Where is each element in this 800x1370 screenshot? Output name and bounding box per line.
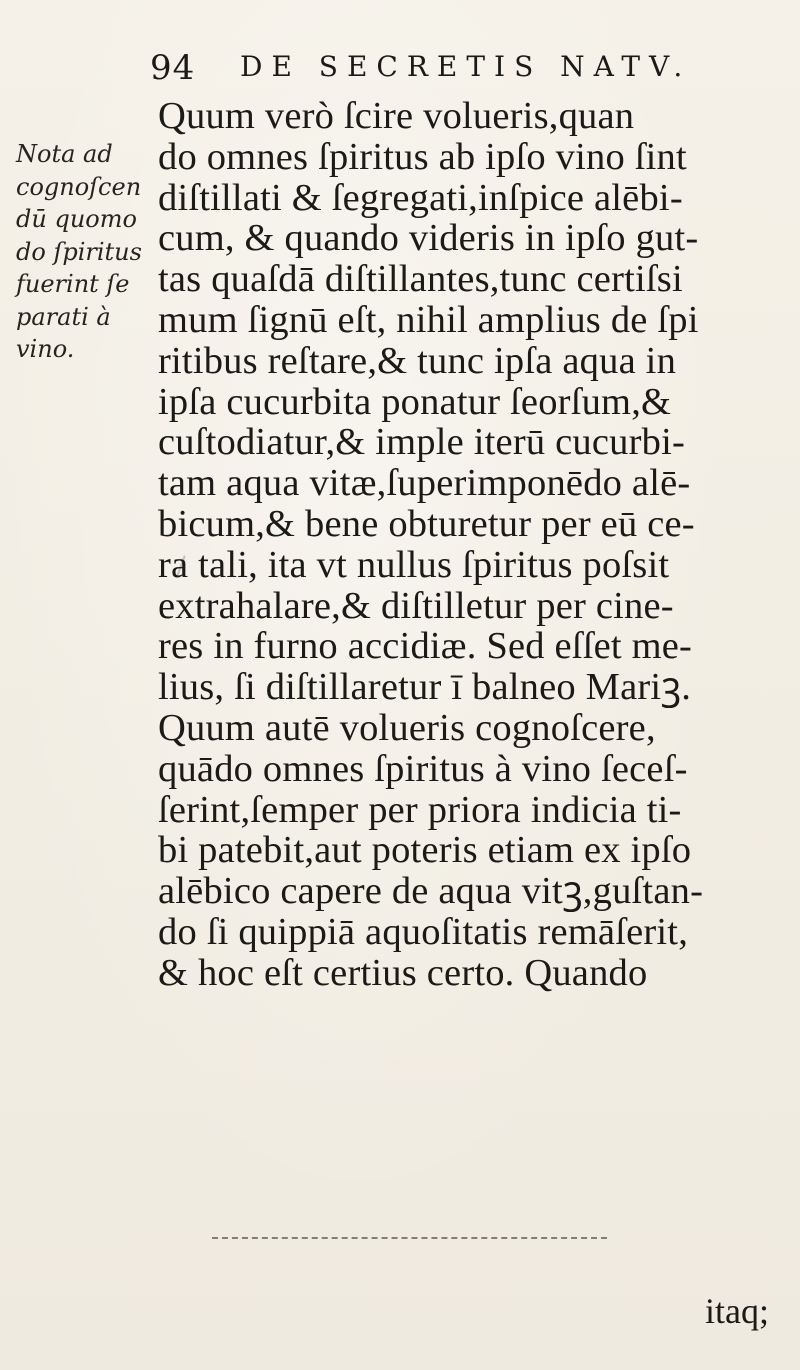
- text-line: bicum,& bene obturetur per eū ce-: [158, 503, 695, 545]
- margin-note-line: Nota ad: [16, 140, 113, 168]
- text-line: bi patebit,aut poteris etiam ex ipſo: [158, 830, 692, 872]
- text-line: quādo omnes ſpiritus à vino ſeceſ-: [158, 748, 688, 790]
- text-line: cuſtodiatur,& imple iterū cucurbi-: [158, 422, 685, 464]
- text-line: Quum autē volueris cognoſcere,: [158, 707, 656, 749]
- text-line: diſtillati & ſegregati,inſpice alēbi-: [158, 177, 683, 219]
- text-line: Quum verò ſcire volueris,quan: [158, 96, 635, 137]
- margin-note-line: parati à: [16, 302, 111, 331]
- text-line: do ſi quippiā aquoſitatis remāſerit,: [158, 911, 689, 953]
- text-line: alēbico capere de aqua vitꝫ,guſtan-: [158, 871, 704, 912]
- body-text: [158, 96, 788, 994]
- margin-note-line: vino.: [16, 335, 75, 363]
- text-line: & hoc eſt certius certo. Quando: [158, 952, 648, 994]
- text-line: tas quaſdā diſtillantes,tunc certiſsi: [158, 259, 683, 300]
- page-number: 94: [150, 48, 196, 88]
- margin-note: [16, 138, 156, 366]
- catchword: itaq;: [705, 1291, 769, 1331]
- text-line: ipſa cucurbita ponatur ſeorſum,&: [158, 381, 672, 423]
- text-line: ra tali, ita vt nullus ſpiritus poſsit: [158, 544, 670, 586]
- text-line: lius, ſi diſtillaretur ī balneo Mariꝫ.: [158, 667, 692, 708]
- text-line: extrahalare,& diſtilletur per cine-: [158, 585, 674, 627]
- underline-mark: [212, 1237, 607, 1241]
- margin-note-line: do ſpiritus: [16, 237, 142, 266]
- running-title: DE SECRETIS NATV.: [240, 50, 692, 83]
- margin-note-line: fuerint ſe: [16, 270, 130, 298]
- text-line: ritibus reſtare,& tunc ipſa aqua in: [158, 340, 677, 382]
- text-line: cum, & quando videris in ipſo gut-: [158, 218, 699, 260]
- text-line: res in furno accidiæ. Sed eſſet me-: [158, 626, 693, 668]
- text-line: mum ſignū eſt, nihil amplius de ſpi: [158, 299, 699, 341]
- text-line: tam aqua vitæ,ſuperimponēdo alē-: [158, 463, 691, 504]
- running-head: [0, 48, 800, 96]
- margin-note-line: dū quomo: [16, 205, 137, 233]
- text-line: do omnes ſpiritus ab ipſo vino ſint: [158, 136, 687, 178]
- margin-note-line: cognoſcen: [16, 172, 142, 201]
- text-line: ſerint,ſemper per priora indicia ti-: [158, 789, 682, 831]
